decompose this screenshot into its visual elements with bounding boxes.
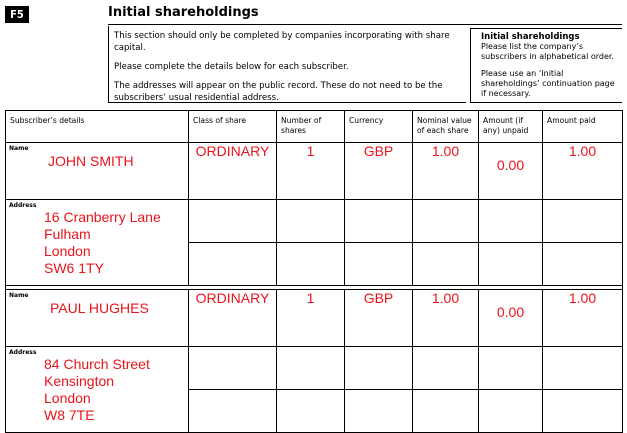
table-row <box>6 143 623 200</box>
instruction-line-3: The addresses will appear on the public record. These do not need to be the subscribers’ usual residential address. <box>114 81 443 103</box>
table-row <box>6 200 623 243</box>
empty-cell[interactable] <box>413 390 479 433</box>
empty-cell[interactable] <box>277 243 345 286</box>
address-label: Address <box>9 202 37 209</box>
empty-cell[interactable] <box>345 347 413 390</box>
address-line: London <box>44 243 91 259</box>
amount-paid-cell[interactable]: 1.00 <box>543 143 623 200</box>
address-line: 16 Cranberry Lane <box>44 209 161 225</box>
table-row <box>6 347 623 390</box>
empty-cell[interactable] <box>479 243 543 286</box>
address-line: SW6 1TY <box>44 260 104 276</box>
nominal-value-cell[interactable]: 1.00 <box>413 143 479 200</box>
empty-cell[interactable] <box>345 243 413 286</box>
subscriber-name: PAUL HUGHES <box>50 300 149 316</box>
empty-cell[interactable] <box>189 347 277 390</box>
address-line: W8 7TE <box>44 407 95 423</box>
currency-cell[interactable]: GBP <box>345 143 413 200</box>
empty-cell[interactable] <box>479 390 543 433</box>
header-subscriber-details: Subscriber’s details <box>6 111 189 143</box>
address-line: London <box>44 390 91 406</box>
empty-cell[interactable] <box>189 200 277 243</box>
empty-cell[interactable] <box>413 347 479 390</box>
empty-cell[interactable] <box>543 200 623 243</box>
header-amount-unpaid: Amount (if any) unpaid <box>479 111 543 143</box>
currency-cell[interactable]: GBP <box>345 290 413 347</box>
table-header-row <box>6 111 623 143</box>
amount-paid-cell[interactable]: 1.00 <box>543 290 623 347</box>
subscriber-address <box>44 356 150 424</box>
name-label: Name <box>9 145 29 152</box>
address-label: Address <box>9 349 37 356</box>
address-line: 84 Church Street <box>44 356 150 372</box>
address-line: Fulham <box>44 226 91 242</box>
class-of-share-cell[interactable]: ORDINARY <box>189 290 277 347</box>
empty-cell[interactable] <box>277 347 345 390</box>
empty-cell[interactable] <box>543 347 623 390</box>
guidance-box <box>470 28 622 103</box>
guidance-text-1: Please list the company’s subscribers in alphabetical order. <box>481 42 614 61</box>
empty-cell[interactable] <box>189 243 277 286</box>
table-row <box>6 290 623 347</box>
section-code-badge: F5 <box>5 6 29 23</box>
subscriber-name-cell[interactable] <box>6 290 189 347</box>
empty-cell[interactable] <box>413 200 479 243</box>
guidance-title: Initial shareholdings <box>481 32 580 42</box>
empty-cell[interactable] <box>189 390 277 433</box>
amount-unpaid-cell[interactable]: 0.00 <box>479 290 543 347</box>
instruction-line-2: Please complete the details below for each subscriber. <box>114 62 349 72</box>
header-class-of-share: Class of share <box>189 111 277 143</box>
subscriber-address-cell[interactable] <box>6 347 189 433</box>
subscriber-name-cell[interactable] <box>6 143 189 200</box>
subscriber-address-cell[interactable] <box>6 200 189 286</box>
shareholdings-table <box>5 110 623 433</box>
title-divider <box>108 24 622 25</box>
instructions-box <box>108 26 466 103</box>
header-number-of-shares: Number of shares <box>277 111 345 143</box>
empty-cell[interactable] <box>543 390 623 433</box>
subscriber-name: JOHN SMITH <box>48 153 134 169</box>
empty-cell[interactable] <box>479 200 543 243</box>
subscriber-address <box>44 209 161 277</box>
empty-cell[interactable] <box>345 200 413 243</box>
number-of-shares-cell[interactable]: 1 <box>277 143 345 200</box>
instruction-line-1: This section should only be completed by companies incorporating with share capital. <box>114 31 450 53</box>
number-of-shares-cell[interactable]: 1 <box>277 290 345 347</box>
amount-unpaid-cell[interactable]: 0.00 <box>479 143 543 200</box>
empty-cell[interactable] <box>479 347 543 390</box>
nominal-value-cell[interactable]: 1.00 <box>413 290 479 347</box>
empty-cell[interactable] <box>543 243 623 286</box>
name-label: Name <box>9 292 29 299</box>
empty-cell[interactable] <box>413 243 479 286</box>
empty-cell[interactable] <box>345 390 413 433</box>
address-line: Kensington <box>44 373 115 389</box>
section-title: Initial shareholdings <box>108 5 259 20</box>
header-currency: Currency <box>345 111 413 143</box>
header-amount-paid: Amount paid <box>543 111 623 143</box>
empty-cell[interactable] <box>277 390 345 433</box>
guidance-text-2: Please use an ‘Initial shareholdings’ continuation page if necessary. <box>481 69 615 98</box>
class-of-share-cell[interactable]: ORDINARY <box>189 143 277 200</box>
empty-cell[interactable] <box>277 200 345 243</box>
header-nominal-value: Nominal value of each share <box>413 111 479 143</box>
